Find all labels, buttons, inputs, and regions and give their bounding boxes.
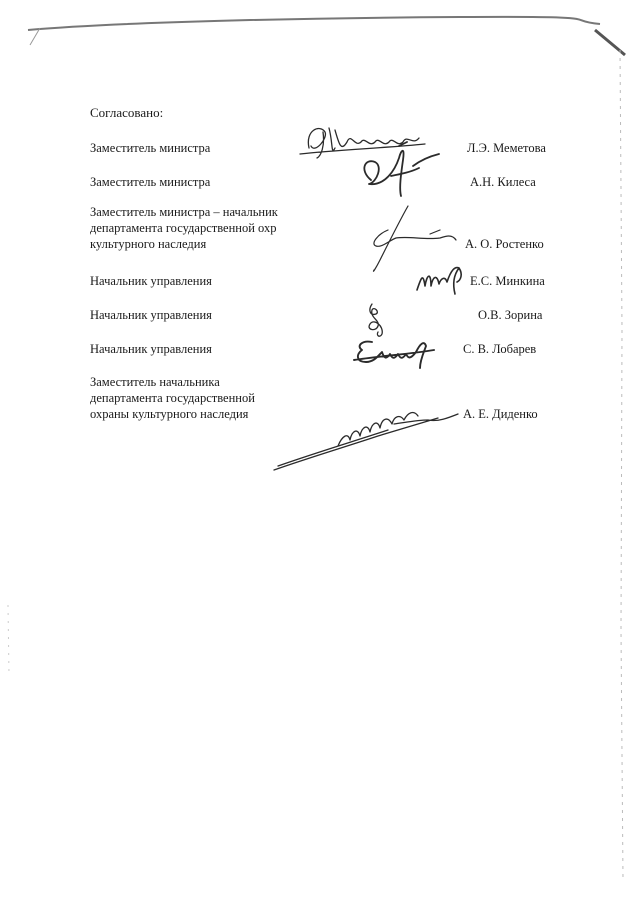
signatory-name: О.В. Зорина (478, 308, 543, 322)
signatory-row (90, 297, 590, 357)
scan-edge-right (600, 30, 640, 890)
signatory-name: С. В. Лобарев (463, 342, 537, 356)
scan-edge-top (0, 0, 640, 60)
signatory-position: Заместитель министра (90, 175, 211, 189)
signatory-position: Заместитель министра (90, 141, 211, 155)
approval-heading: Согласовано: (90, 105, 164, 120)
scan-edge-left (0, 600, 20, 680)
signatory-name: А. О. Ростенко (465, 237, 544, 251)
signatory-position: Начальник управления (90, 274, 212, 288)
signatory-position: Начальник управления (90, 308, 212, 322)
signatory-row (90, 130, 590, 190)
signatory-position: Заместитель министра – начальник департамента государственной охр культурного наследия (90, 205, 278, 251)
signatory-position: Начальник управления (90, 342, 212, 356)
signatory-name: А.Н. Килеса (470, 175, 536, 189)
signature-didenko (268, 400, 468, 480)
signatory-name: Е.С. Минкина (470, 274, 545, 288)
signatory-name: А. Е. Диденко (463, 407, 538, 421)
signatory-name: Л.Э. Меметова (467, 141, 546, 155)
signatory-position: Заместитель начальника департамента государственной охраны культурного наследия (90, 375, 255, 421)
